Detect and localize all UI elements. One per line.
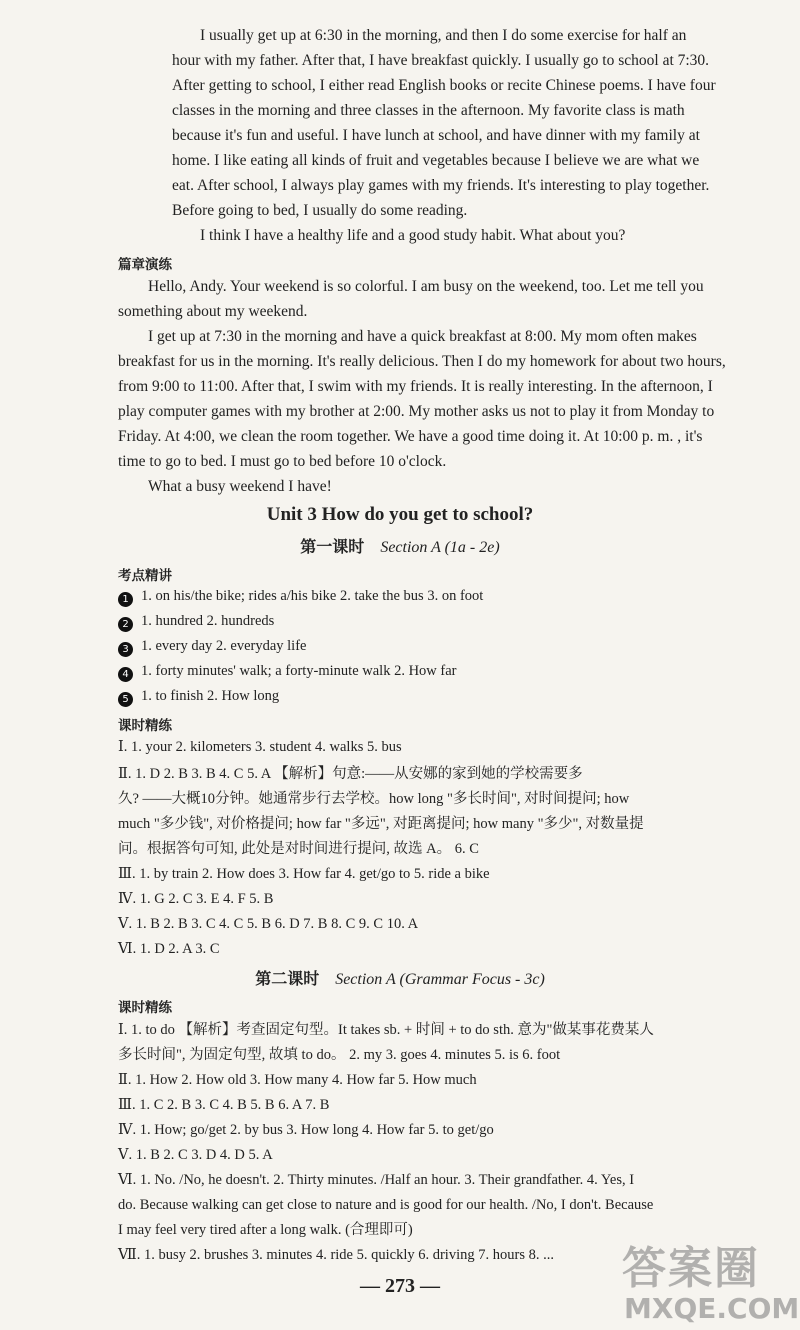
- passage2-line-3: I get up at 7:30 in the morning and have a quick breakfast at 8:00. My mom often makes: [148, 328, 697, 345]
- lesson1-points-heading: 考点精讲: [118, 568, 172, 584]
- bullet-3-icon: 3: [118, 642, 133, 657]
- passage1-line-7: eat. After school, I always play games with my friends. It's interesting to play together.: [172, 177, 710, 194]
- passage1-line-1: I usually get up at 6:30 in the morning, and then I do some exercise for half an: [200, 27, 687, 44]
- lesson2-answer-10: Ⅶ. 1. busy 2. brushes 3. minutes 4. ride 5. quickly 6. driving 7. hours 8. ...: [118, 1247, 554, 1263]
- point-text-4: 1. forty minutes' walk; a forty-minute walk 2. How far: [141, 663, 457, 679]
- lesson2-answer-4: Ⅲ. 1. C 2. B 3. C 4. B 5. B 6. A 7. B: [118, 1097, 330, 1113]
- lesson2-header: [0, 966, 800, 989]
- lesson1-answer-6: Ⅲ. 1. by train 2. How does 3. How far 4. get/go to 5. ride a bike: [118, 866, 490, 882]
- lesson1-answer-8: Ⅴ. 1. B 2. B 3. C 4. C 5. B 6. D 7. B 8. C 9. C 10. A: [118, 916, 419, 932]
- point-text-5: 1. to finish 2. How long: [141, 688, 280, 704]
- watermark-logo: [612, 1232, 800, 1327]
- bullet-2-icon: 2: [118, 617, 133, 632]
- lesson2-answer-5: Ⅳ. 1. How; go/get 2. by bus 3. How long 4. How far 5. to get/go: [118, 1122, 494, 1138]
- point-row-3: [118, 636, 306, 657]
- lesson1-en: Section A (1a - 2e): [380, 539, 500, 556]
- lesson1-answer-3: 久? ——大概10分钟。她通常步行去学校。how long "多长时间", 对时间提问; how: [118, 791, 630, 807]
- point-row-2: [118, 611, 274, 632]
- passage2-line-8: time to go to bed. I must go to bed before 10 o'clock.: [118, 453, 447, 470]
- unit-title: Unit 3 How do you get to school?: [266, 504, 534, 525]
- passage2-line-4: breakfast for us in the morning. It's really delicious. Then I do my homework for about two hours,: [118, 353, 726, 370]
- passage2-line-9: What a busy weekend I have!: [148, 478, 332, 495]
- lesson2-answer-6: Ⅴ. 1. B 2. C 3. D 4. D 5. A: [118, 1147, 273, 1163]
- passage1-line-8: Before going to bed, I usually do some reading.: [172, 202, 468, 219]
- point-text-3: 1. every day 2. everyday life: [141, 638, 307, 654]
- passage1-line-5: because it's fun and useful. I have lunch at school, and have dinner with my family at: [172, 127, 700, 144]
- lesson2-answer-1: Ⅰ. 1. to do 【解析】考查固定句型。It takes sb. + 时间 + to do sth. 意为"做某事花费某人: [118, 1022, 654, 1038]
- lesson2-answer-8: do. Because walking can get close to nature and is good for our health. /No, I don't. Because: [118, 1197, 654, 1213]
- section-heading-practice: 篇章演练: [118, 257, 172, 273]
- lesson2-cn: 第二课时: [255, 969, 320, 988]
- passage2-line-6: play computer games with my brother at 2:00. My mother asks us not to play it from Monday to: [118, 403, 715, 420]
- passage1-line-9: I think I have a healthy life and a good study habit. What about you?: [200, 227, 626, 244]
- passage1-line-3: After getting to school, I either read English books or recite Chinese poems. I have four: [172, 77, 716, 94]
- lesson2-answer-2: 多长时间", 为固定句型, 故填 to do。 2. my 3. goes 4. minutes 5. is 6. foot: [118, 1047, 561, 1063]
- lesson2-answer-9: I may feel very tired after a long walk. (合理即可): [118, 1222, 413, 1238]
- lesson2-en: Section A (Grammar Focus - 3c): [335, 971, 545, 988]
- passage1-line-2: hour with my father. After that, I have breakfast quickly. I usually go to school at 7:30.: [172, 52, 710, 69]
- lesson1-answer-2: Ⅱ. 1. D 2. B 3. B 4. C 5. A 【解析】句意:——从安娜的家到她的学校需要多: [118, 766, 583, 782]
- lesson1-cn: 第一课时: [300, 537, 365, 556]
- page-number: — 273 —: [360, 1275, 440, 1297]
- watermark-en: MXQE.COM: [624, 1292, 800, 1325]
- passage1-line-4: classes in the morning and three classes in the afternoon. My favorite class is math: [172, 102, 685, 119]
- passage2-line-1: Hello, Andy. Your weekend is so colorful. I am busy on the weekend, too. Let me tell you: [148, 278, 704, 295]
- lesson1-answer-4: much "多少钱", 对价格提问; how far "多远", 对距离提问; how many "多少", 对数量提: [118, 816, 644, 832]
- lesson2-answer-3: Ⅱ. 1. How 2. How old 3. How many 4. How far 5. How much: [118, 1072, 477, 1088]
- bullet-1-icon: 1: [118, 592, 133, 607]
- lesson2-answer-7: Ⅵ. 1. No. /No, he doesn't. 2. Thirty minutes. /Half an hour. 3. Their grandfather. 4. Yes, I: [118, 1172, 635, 1188]
- lesson1-answer-5: 问。根据答句可知, 此处是对时间进行提问, 故选 A。 6. C: [118, 841, 479, 857]
- passage1-line-6: home. I like eating all kinds of fruit and vegetables because I believe we are what we: [172, 152, 700, 169]
- passage2-line-5: from 9:00 to 11:00. After that, I swim with my friends. It is really interesting. In the afternoon, I: [118, 378, 713, 395]
- lesson1-answer-1: Ⅰ. 1. your 2. kilometers 3. student 4. walks 5. bus: [118, 739, 402, 755]
- bullet-4-icon: 4: [118, 667, 133, 682]
- bullet-5-icon: 5: [118, 692, 133, 707]
- point-row-1: [118, 586, 483, 607]
- point-text-1: 1. on his/the bike; rides a/his bike 2. take the bus 3. on foot: [141, 588, 484, 604]
- lesson1-answer-9: Ⅵ. 1. D 2. A 3. C: [118, 941, 220, 957]
- lesson1-header: [0, 534, 800, 557]
- passage2-line-7: Friday. At 4:00, we clean the room together. We have a good time doing it. At 10:00 p. m. , it's: [118, 428, 703, 445]
- point-row-5: [118, 686, 279, 707]
- lesson2-exercises-heading: 课时精练: [118, 1000, 172, 1016]
- lesson1-exercises-heading: 课时精练: [118, 718, 172, 734]
- watermark-cn: 答案圈: [622, 1243, 760, 1294]
- point-text-2: 1. hundred 2. hundreds: [141, 613, 275, 629]
- passage2-line-2: something about my weekend.: [118, 303, 308, 320]
- lesson1-answer-7: Ⅳ. 1. G 2. C 3. E 4. F 5. B: [118, 891, 274, 907]
- point-row-4: [118, 661, 457, 682]
